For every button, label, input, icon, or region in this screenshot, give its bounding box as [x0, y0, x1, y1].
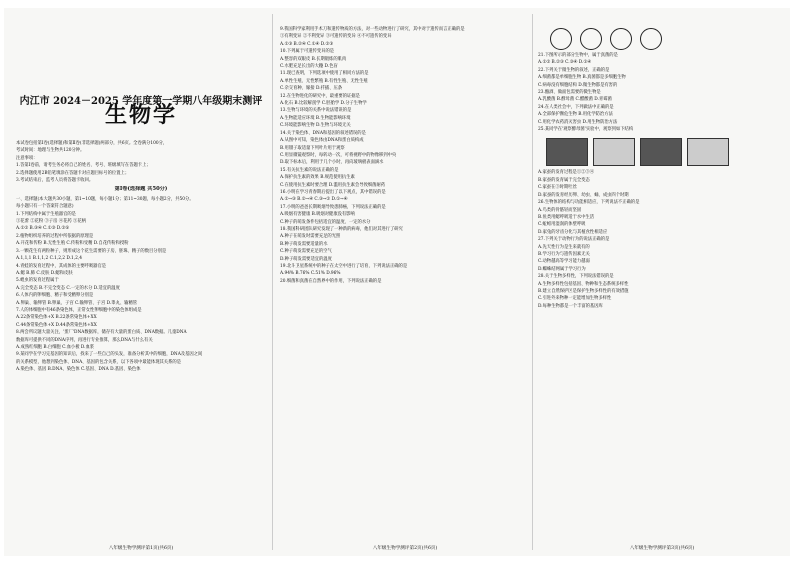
stage-1-photo	[546, 138, 588, 166]
text-line: A.①② B.③④ C.①③ D.②⑤	[16, 226, 70, 232]
page-footer-3: 八年级生物学测评第3页(共6页)	[629, 545, 695, 551]
text-line: 24.在人类社会中，下列做法中正确的是	[538, 104, 614, 110]
text-line: C.引进外来物种一定能增加生物多样性	[538, 296, 612, 302]
text-line: B.家蚕的发育属于完全变态	[538, 177, 590, 183]
page-3	[538, 8, 786, 556]
text-line: C.蚯蚓用湿润的体壁呼吸	[538, 222, 586, 228]
text-line: C.种子萌发需要充足的空气	[280, 249, 332, 255]
text-line: A.完全变态 B.不完全变态 C.一定的水分 D.适宜的温度	[16, 285, 120, 291]
text-line: A.保护抗生素的效果 B.规范使用抗生素	[280, 175, 355, 181]
text-line: A.生物多样性包括基因、物种和生态系统多样性	[538, 281, 629, 287]
organism-illustrations	[550, 28, 786, 50]
text-line: A.种子在萌发时需要充足的光照	[280, 234, 341, 240]
text-line: B.用镊子取适量下列叶片用于观察	[280, 145, 345, 151]
column-divider	[272, 14, 273, 550]
text-line: A.从图中可知，染色体由DNA和蛋白质构成	[280, 138, 364, 144]
text-line: A.单性生殖、无性繁殖 B.有性生殖、无性生殖	[280, 78, 368, 84]
text-line: A.卵巢、输卵管 B.卵巢、子宫 C.输卵管、子宫 D.睾丸、输精管	[16, 300, 138, 306]
stage-4-photo	[687, 138, 729, 166]
page-footer-2: 八年级生物学测评第2页(共6页)	[372, 545, 438, 551]
text-line: 28.关于生物多样性，下列说法错误的是	[538, 274, 614, 280]
text-line: 16.小明在学习青春期后提出了以下观点，其中错误的是	[280, 189, 386, 195]
text-line: C.用化学农药消灭害虫 D.用生物防治方法	[538, 119, 618, 125]
text-line: 21.下图所示的部分生物中，属于真菌的是	[538, 53, 618, 58]
text-line: A.整容的双眼皮 B.长期锻炼的肌肉	[280, 56, 347, 62]
text-line: C.用显微镜观察时，每转动一次，可将视野中的物像移到中央	[280, 152, 397, 158]
text-line: D.家蚕的发育经历卵、幼虫、蛹、成虫四个时期	[538, 192, 629, 198]
questions-3a	[538, 52, 786, 133]
text-line: A.乳酸菌 B.酵母菌 C.醋酸菌 D.青霉菌	[538, 97, 612, 103]
instructions	[16, 140, 266, 184]
questions-2	[280, 26, 530, 285]
text-line: 一、选择题(本大题共30小题，第1~10题，每小题1分；第11~30题，每小题2分，共50分。	[16, 196, 194, 202]
text-line: B.学习行为与遗传因素无关	[538, 251, 590, 257]
text-line: 11.现已查明，下列选项中使用了相同方法的是	[280, 71, 369, 77]
text-line: A.①② B.②③ C.③④ D.①④	[538, 60, 592, 66]
text-line: B.鱼类用鳃呼吸适于水中生活	[538, 214, 595, 220]
text-line: 22.下列关于微生物的叙述，正确的是	[538, 67, 610, 73]
text-line: A.染色体、基因 B.DNA、染色体 C.基因、DNA D.基因、染色体	[16, 367, 141, 373]
text-line: 1.答第Ⅰ卷前，请考生务必将自己的姓名、考号、班级填写在答题卡上；	[16, 163, 151, 169]
text-line: 8.两会所议题大量关注，'蛋厂'DNA数据库，储存有大量的蛋白质、DNA数据。儿童DNA	[16, 330, 187, 336]
page-2	[280, 8, 530, 556]
text-line: 27.下列关于动物行为的说法正确的是	[538, 237, 610, 243]
exam-sheet	[4, 8, 790, 556]
exam-title: 内江市 2024－2025 学年度第一学期八年级期末测评	[19, 96, 263, 107]
text-line: 14.关于染色体、DNA和基因的叙述错误的是	[280, 130, 366, 136]
text-line: 15.有关抗生素的说法正确的是	[280, 167, 339, 173]
text-line: C.种子的萌发条件包括适宜的温度、一定的水分	[280, 219, 371, 225]
text-line: D.蜘蛛结网属于学习行为	[538, 266, 586, 272]
text-line: 26.生物体的结构与功能相适应，下列说法不正确的是	[538, 200, 640, 206]
text-line: 的关系模型，他想到染色体、DNA、基因的包含关系，以下各项中最能体现其关系的是	[16, 359, 181, 365]
text-line: D.家兔的牙齿分化与其植食性相适应	[538, 229, 608, 235]
text-line: 18.我国科研团队研究发现了一种新的病毒，他们对其进行了研究	[280, 226, 403, 232]
text-line: 12.在生物进化的研究中，最重要的证据是	[280, 93, 360, 99]
questions-1	[16, 196, 266, 374]
stage-3-photo	[640, 138, 682, 166]
text-line: C.水肥充足长出的大穗 D.色盲	[280, 64, 338, 70]
text-line: A.先天性行为是生来就有的	[538, 244, 590, 250]
text-line: C.环境能影响生物 D.生物与环境无关	[280, 123, 351, 129]
text-line: C.动物越高等学习能力越弱	[538, 259, 590, 265]
text-line: 9.某同学在学习完基因的知识后，找来了一些自己的头发，准备分析其中的细胞，DNA及基因之间	[16, 352, 203, 358]
text-line: 20.细菌和真菌在自然界中的作用，下列说法正确的是	[280, 278, 382, 284]
subject-title: 生物学	[104, 102, 177, 128]
text-line: 数据库可提供不同的DNA序列，再进行专业推算，那么DNA与什么有关	[16, 337, 153, 343]
text-line: 3.考试结束后，监考人员将答题卡收回。	[16, 178, 94, 184]
text-line: 1.下列结构中属于生殖器官的是	[16, 211, 76, 217]
text-line: 5.蝗虫的发育过程属于	[16, 278, 59, 284]
column-divider	[532, 14, 533, 550]
text-line: C.病毒没有细胞结构 D.微生物都是有害的	[538, 82, 618, 88]
stage-2-photo	[593, 138, 635, 166]
text-line: D.种子萌发需要适宜的温度	[280, 256, 332, 262]
text-line: ①花蕾 ②花粉 ③子房 ④花药 ⑤花柄	[16, 219, 86, 225]
text-line: 17.小明的爸爸长期吸烟导致患肺癌，下列说法正确的是	[280, 204, 386, 210]
organism-4-illustration	[640, 28, 662, 50]
page-1	[16, 8, 266, 556]
text-line: D.取下标本后，利用于几个小时，再向玻璃板表面滴水	[280, 160, 384, 166]
text-line: A.化石 B.比较解剖学 C.胚胎学 D.分子生物学	[280, 101, 367, 107]
text-line: A.①→③ B.②→④ C.③→② D.①→④	[280, 197, 348, 203]
text-line: A.生物能适应环境 B.生物能影响环境	[280, 115, 351, 121]
text-line: C.杂交育种、嫁接 D.扦插、压条	[280, 86, 343, 92]
text-line: 4.青蛙的发育过程中，其成体的主要呼吸器官是	[16, 263, 107, 269]
text-line: 考试时间：地理与生物共120分钟。	[16, 148, 85, 154]
text-line: A.22条常染色体+X B.22条常染色体+XX	[16, 315, 97, 321]
text-line: 9.我国科学家利用手术刀和遗传物质的方法，对一些动物进行了研究，其中对于遗传而言正确的是	[280, 27, 465, 32]
silkworm-photos	[546, 138, 786, 166]
text-line: ①有利变异 ②不利变异 ③可遗传的变异 ④不可遗传的变异	[280, 34, 392, 40]
text-line: A.①③ B.②④ C.①④ D.②③	[280, 41, 334, 47]
text-line: B.种子萌发需要适量的水	[280, 241, 328, 247]
organism-1-illustration	[550, 28, 572, 50]
text-line: A.鸟类的骨骼轻而坚固	[538, 207, 582, 213]
page-1-body	[16, 140, 266, 374]
text-line: A.细菌都是单细胞生物 B.真菌都是多细胞生物	[538, 75, 626, 81]
text-line: A.开花和传粉 B.无性生殖 C.传粉和受精 D.自花传粉和授粉	[16, 241, 129, 247]
text-line: A.鳃 B.肺 C.皮肤 D.鳃和皮肤	[16, 270, 73, 276]
text-line: 3.一颗花生有两粒种子，则形成这个花生需要的子房、胚珠、精子的数目分别是	[16, 248, 167, 254]
text-line: 7.人的体细胞中有46条染色体，正常女性卵细胞中的染色体组成是	[16, 307, 142, 313]
text-line: A.成熟红细胞 B.白细胞 C.血小板 D.血浆	[16, 344, 95, 350]
text-line: 本试卷包括第Ⅰ卷(选择题)和第Ⅱ卷(非选择题)两部分，共6页。全卷满分100分，	[16, 141, 168, 146]
text-line: 13.生物与环境的关系中说法错误的是	[280, 108, 352, 114]
text-line: A.全部保护濒危生物 B.用化学防治方法	[538, 112, 613, 118]
text-line: C.在使用抗生素时要合理 D.滥用抗生素会导致细菌耐药	[280, 182, 386, 188]
text-line: 每小题只有一个答案符合题意)	[16, 204, 74, 210]
text-line: 19.北斗卫星系统中的种子在太空中进行了培育，下列说法正确的是	[280, 264, 408, 269]
part-heading: 第Ⅰ卷(选择题 共50分)	[114, 186, 168, 193]
text-line: C.44条常染色体+X D.44条常染色体+XX	[16, 322, 97, 328]
text-line: C.家蚕在③时期吐丝	[538, 185, 577, 191]
text-line: A.1,1,1 B.1,1,2 C.1,2,2 D.1,2,4	[16, 256, 82, 262]
text-line: 2.选择题使用2B铅笔填涂在答题卡对应题目标号的位置上；	[16, 170, 130, 176]
text-line: A.家蚕的发育过程是①②③④	[538, 170, 595, 176]
text-line: 2.植物组织培养的过程中所依据的原理是	[16, 233, 94, 239]
organism-3-illustration	[610, 28, 632, 50]
text-line: 注意事项：	[16, 155, 38, 161]
text-line: 10.下列属于可遗传变异的是	[280, 49, 335, 55]
questions-3b	[538, 169, 786, 310]
organism-2-illustration	[580, 28, 602, 50]
text-line: 6.人体内的卵细胞、精子和受精卵分别是	[16, 293, 94, 299]
text-line: A.94% B.76% C.51% D.96%	[280, 271, 341, 277]
text-line: 25.某同学在'观察酵母菌'实验中，观察到如下结构	[538, 127, 634, 133]
text-line: B.建立自然保护区是保护生物多样性的有效措施	[538, 288, 629, 294]
text-line: D.每种生物都是一个丰富的基因库	[538, 303, 603, 309]
text-line: A.吸烟有害健康 B.吸烟对健康没有影响	[280, 212, 355, 218]
text-line: 23.酿酒、做面包需要的微生物是	[538, 90, 601, 96]
page-footer-1: 八年级生物学测评第1页(共6页)	[108, 545, 174, 551]
